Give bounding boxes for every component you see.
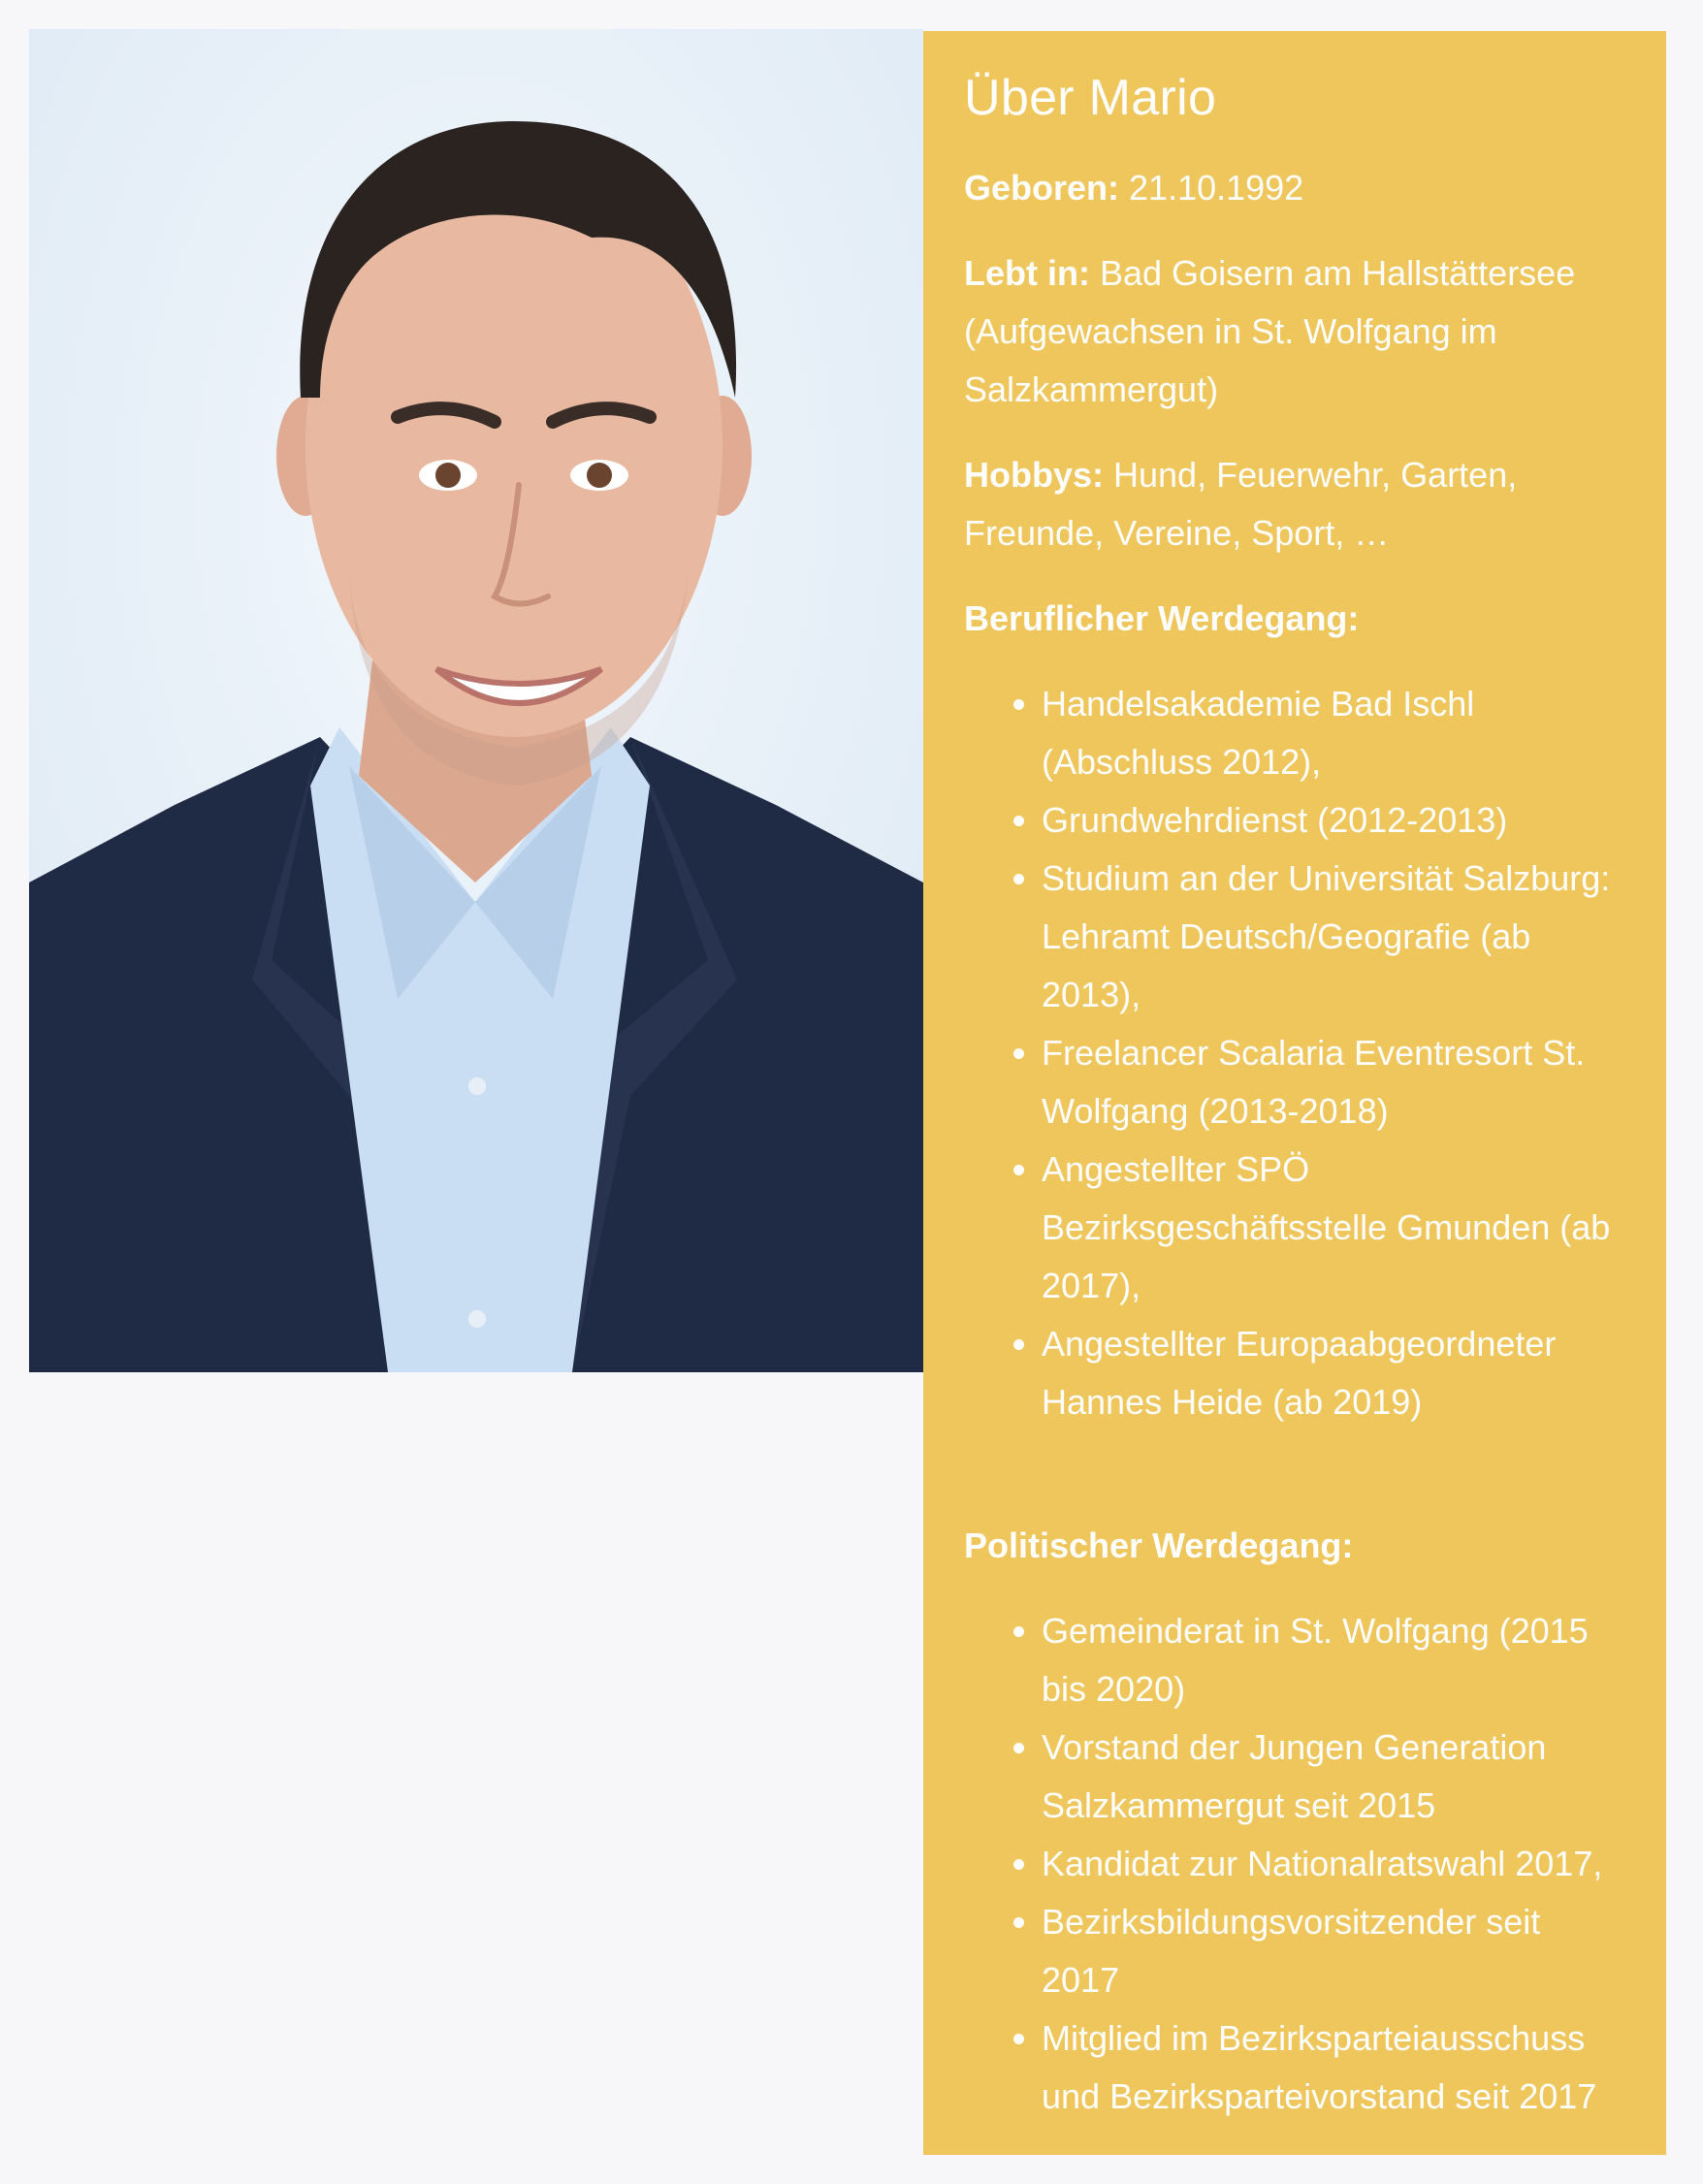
lives-label: Lebt in: <box>964 252 1090 293</box>
list-item: • Kandidat zur Nationalratswahl 2017, <box>1042 1835 1627 1893</box>
list-item: • Angestellter Europaabgeordneter Hannes Heide (ab 2019) <box>1042 1315 1627 1431</box>
lives-line <box>964 244 1627 419</box>
born-label: Geboren: <box>964 167 1120 208</box>
hobbies-line <box>964 446 1627 562</box>
hobbies-label: Hobbys: <box>964 454 1104 495</box>
section-spacer <box>964 1431 1627 1517</box>
about-panel <box>923 31 1666 2155</box>
hobbies-value: Hund, Feuerwehr, Garten, Freunde, Vereine, Sport, … <box>964 454 1518 553</box>
list-item: • Mitglied im Bezirksparteiausschuss und Bezirksparteivorstand seit 2017 <box>1042 2009 1627 2126</box>
career-list <box>964 675 1627 1431</box>
list-item: • Freelancer Scalaria Eventresort St. Wolfgang (2013-2018) <box>1042 1024 1627 1140</box>
career-heading: Beruflicher Werdegang: <box>964 597 1360 638</box>
panel-title: Über Mario <box>964 70 1217 126</box>
lives-value: Bad Goisern am Hallstättersee (Aufgewachsen in St. Wolfgang im Salzkammergut) <box>964 252 1576 409</box>
born-value: 21.10.1992 <box>1129 167 1304 208</box>
list-item: • Gemeinderat in St. Wolfgang (2015 bis 2020) <box>1042 1602 1627 1718</box>
list-item: • Angestellter SPÖ Bezirksgeschäftsstelle Gmunden (ab 2017), <box>1042 1140 1627 1315</box>
list-item: • Bezirksbildungsvorsitzender seit 2017 <box>1042 1893 1627 2009</box>
list-item: • Vorstand der Jungen Generation Salzkammergut seit 2015 <box>1042 1718 1627 1835</box>
political-list <box>964 1602 1627 2126</box>
portrait-illustration <box>29 29 923 1372</box>
born-line <box>964 159 1627 217</box>
portrait-photo <box>29 29 923 1372</box>
list-item: • Handelsakademie Bad Ischl (Abschluss 2012), <box>1042 675 1627 791</box>
list-item: • Studium an der Universität Salzburg: Lehramt Deutsch/Geografie (ab 2013), <box>1042 850 1627 1024</box>
political-heading: Politischer Werdegang: <box>964 1525 1354 1565</box>
list-item: • Grundwehrdienst (2012-2013) <box>1042 791 1627 850</box>
